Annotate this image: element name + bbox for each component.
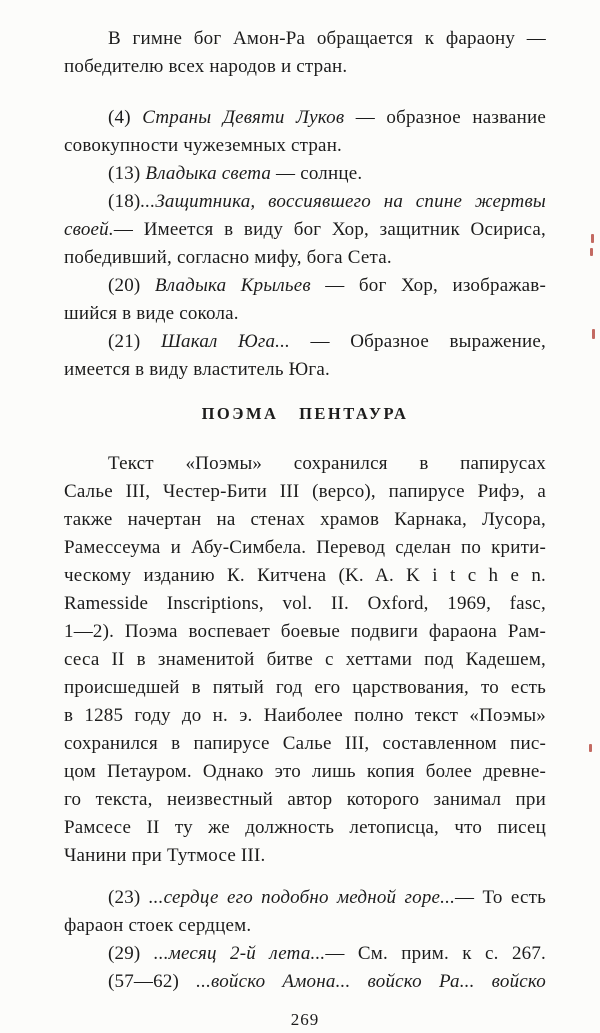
text-segment: — образное название bbox=[344, 107, 546, 128]
text-segment: цом Петауром. Однако это лишь копия более древне- bbox=[64, 761, 546, 782]
text-line bbox=[64, 912, 546, 940]
poem-footnotes-block bbox=[64, 884, 546, 996]
text-line bbox=[64, 356, 546, 384]
text-line bbox=[64, 534, 546, 562]
text-line bbox=[64, 132, 546, 160]
text-segment: — Имеется в виду бог Хор, защитник Осириса, bbox=[113, 219, 546, 240]
text-segment: победителю всех народов и стран. bbox=[64, 56, 348, 77]
text-segment: Ramesside Inscriptions, vol. II. Oxford, 1969, fasc, bbox=[64, 593, 546, 614]
section-heading: ПОЭМА ПЕНТАУРА bbox=[201, 404, 409, 423]
text-segment: (13) bbox=[108, 163, 146, 184]
text-segment: 1—2). Поэма воспевает боевые подвиги фараона Рам- bbox=[64, 621, 546, 642]
text-segment: сохранился в папирусе Салье III, составленном пис- bbox=[64, 733, 546, 754]
text-line bbox=[64, 968, 546, 996]
text-line bbox=[64, 506, 546, 534]
scan-speck bbox=[591, 234, 594, 243]
text-line bbox=[64, 702, 546, 730]
text-segment: Салье III, Честер-Бити III (версо), папирусе Рифэ, а bbox=[64, 481, 546, 502]
text-segment: (29) bbox=[108, 943, 154, 964]
text-line bbox=[64, 618, 546, 646]
italic-text-segment: Владыка света bbox=[145, 163, 272, 184]
intro-paragraph bbox=[64, 25, 546, 81]
text-line bbox=[64, 940, 546, 968]
italic-text-segment: ...сердце его подобно медной горе... bbox=[148, 887, 456, 908]
text-segment: Рамсесе II ту же должность летописца, что писец bbox=[64, 817, 546, 838]
text-line bbox=[64, 884, 546, 912]
text-segment: совокупности чужеземных стран. bbox=[64, 135, 343, 156]
italic-text-segment: ...месяц 2-й лета... bbox=[153, 943, 326, 964]
text-line bbox=[64, 300, 546, 328]
text-segment: — То есть bbox=[455, 887, 546, 908]
text-line bbox=[64, 25, 546, 53]
text-segment: (4) bbox=[108, 107, 143, 128]
hymn-footnotes-block bbox=[64, 104, 546, 384]
text-line bbox=[64, 674, 546, 702]
page-number: 269 bbox=[290, 1010, 320, 1029]
italic-text-segment: ...Защитника, воссиявшего на спине жертвы bbox=[140, 191, 546, 212]
italic-text-segment: Шакал Юга... bbox=[160, 331, 290, 352]
text-segment: происшедшей в пятый год его царствования, то есть bbox=[64, 677, 546, 698]
text-segment: — Образное выражение, bbox=[290, 331, 547, 352]
text-line bbox=[64, 590, 546, 618]
italic-text-segment: Владыка Крыльев bbox=[154, 275, 311, 296]
text-segment: (23) bbox=[108, 887, 149, 908]
text-line bbox=[64, 730, 546, 758]
text-segment: — солнце. bbox=[271, 163, 363, 184]
text-segment: (18) bbox=[108, 191, 141, 212]
text-line bbox=[64, 646, 546, 674]
scan-speck bbox=[592, 329, 595, 339]
text-line bbox=[64, 562, 546, 590]
text-segment: фараон bbox=[64, 915, 129, 936]
text-line bbox=[64, 104, 546, 132]
text-segment: — бог Хор, изображав- bbox=[310, 275, 546, 296]
text-segment: ческому изданию К. Китчена (K. A. K i t c h e n. bbox=[64, 565, 546, 586]
text-segment: (20) bbox=[108, 275, 155, 296]
text-segment: Чанини при Тутмосе III. bbox=[64, 845, 266, 866]
text-segment: стоек сердцем. bbox=[128, 915, 252, 936]
italic-text-segment: своей. bbox=[64, 219, 114, 240]
text-segment: победивший, согласно мифу, бога Сета. bbox=[64, 247, 392, 268]
italic-text-segment: ...войско Амона... войско Ра... войско bbox=[196, 971, 546, 992]
text-line bbox=[64, 328, 546, 356]
text-line bbox=[64, 478, 546, 506]
text-segment: также начертан на стенах храмов Карнака, Лусора, bbox=[64, 509, 546, 530]
text-line bbox=[64, 842, 546, 870]
text-segment: Текст «Поэмы» сохранился в папирусах bbox=[108, 453, 546, 474]
scan-speck bbox=[590, 248, 593, 256]
text-line bbox=[64, 160, 546, 188]
text-segment: в 1285 году до н. э. Наиболее полно текст «Поэмы» bbox=[64, 705, 546, 726]
text-line bbox=[64, 758, 546, 786]
text-segment: имеется в виду властитель Юга. bbox=[64, 359, 330, 380]
text-segment: сеса II в знаменитой битве с хеттами под Кадешем, bbox=[64, 649, 546, 670]
text-line bbox=[64, 188, 546, 216]
text-line bbox=[64, 244, 546, 272]
italic-text-segment: Страны Девяти Луков bbox=[142, 107, 345, 128]
text-segment: (57—62) bbox=[108, 971, 197, 992]
text-line bbox=[64, 814, 546, 842]
text-segment: Рамессеума и Абу-Симбела. Перевод сделан по крити- bbox=[64, 537, 546, 558]
scan-speck bbox=[589, 744, 592, 752]
text-segment: шийся в виде сокола. bbox=[64, 303, 239, 324]
text-segment: (21) bbox=[108, 331, 161, 352]
text-line bbox=[64, 450, 546, 478]
text-line bbox=[64, 53, 546, 81]
poem-commentary-paragraph bbox=[64, 450, 546, 870]
text-segment: го текста, неизвестный автор которого занимал при bbox=[64, 789, 546, 810]
text-line bbox=[64, 272, 546, 300]
text-segment: В гимне бог Амон-Ра обращается к фараону — bbox=[108, 28, 546, 49]
text-segment: — См. прим. к с. 267. bbox=[325, 943, 546, 964]
text-line bbox=[64, 786, 546, 814]
text-line bbox=[64, 216, 546, 244]
